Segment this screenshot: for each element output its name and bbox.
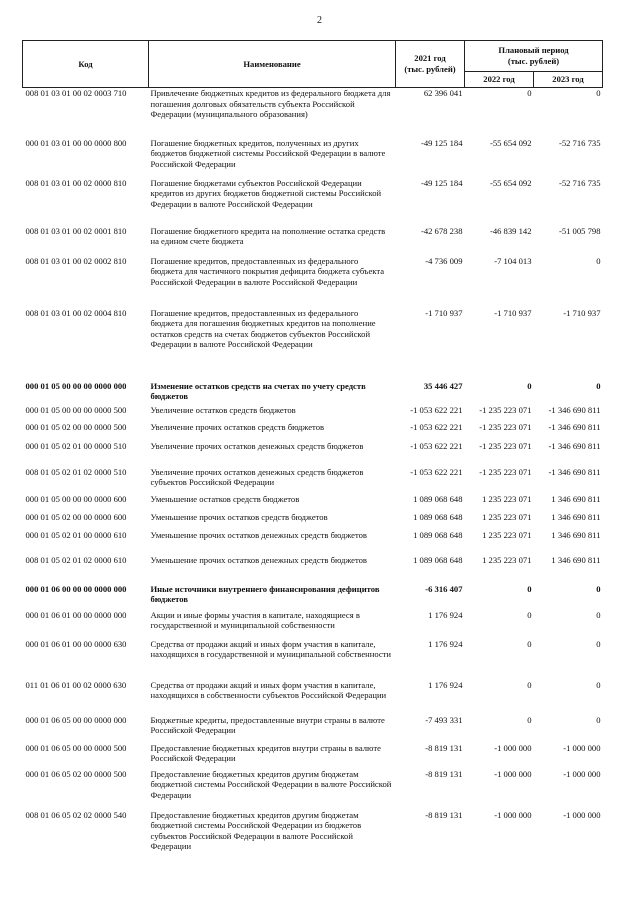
value-2023-cell: -1 000 000 bbox=[563, 809, 601, 820]
value-2023-cell: -1 346 690 811 bbox=[548, 404, 601, 415]
value-2022-cell: 1 235 223 071 bbox=[482, 529, 532, 540]
value-2021-cell: -8 819 131 bbox=[425, 742, 463, 753]
value-2022-cell: -1 235 223 071 bbox=[479, 440, 532, 451]
code-cell: 008 01 03 01 00 02 0002 810 bbox=[25, 255, 127, 266]
table-row bbox=[23, 530, 603, 555]
value-2023-cell: -52 716 735 bbox=[558, 137, 601, 148]
name-cell: Привлечение бюджетных кредитов из федерального бюджета для погашения долговых обязательств субъекта Российской Федерации (муниципального образования) bbox=[150, 88, 391, 119]
value-2022-cell: -1 000 000 bbox=[494, 768, 532, 779]
value-2023-cell: -1 346 690 811 bbox=[548, 440, 601, 451]
value-2022-cell: -7 104 013 bbox=[494, 255, 532, 266]
value-2021-cell: 1 089 068 648 bbox=[413, 554, 463, 565]
code-cell: 000 01 05 02 01 00 0000 610 bbox=[25, 529, 127, 540]
code-cell: 011 01 06 01 00 02 0000 630 bbox=[25, 679, 127, 690]
value-2023-cell: -1 710 937 bbox=[563, 307, 601, 318]
name-cell: Средства от продажи акций и иных форм участия в капитале, находящихся в государственной и муниципальной собственности bbox=[150, 638, 392, 659]
name-cell: Уменьшение прочих остатков денежных средств бюджетов bbox=[150, 554, 367, 565]
value-2022-cell: -1 235 223 071 bbox=[479, 404, 532, 415]
value-2021-cell: -8 819 131 bbox=[425, 809, 463, 820]
name-cell: Предоставление бюджетных кредитов другим бюджетам бюджетной системы Российской Федерации в валюте Российской Федерации bbox=[150, 768, 392, 800]
name-cell: Средства от продажи акций и иных форм участия в капитале, находящихся в собственности субъектов Российской Федерации bbox=[150, 679, 387, 700]
table-row bbox=[23, 138, 603, 178]
value-2022-cell: -1 000 000 bbox=[494, 742, 532, 753]
value-2023-cell: 1 346 690 811 bbox=[551, 511, 601, 522]
value-2021-cell: -6 316 407 bbox=[425, 583, 463, 594]
code-cell: 008 01 03 01 00 02 0000 810 bbox=[25, 177, 127, 188]
value-2022-cell: -1 710 937 bbox=[494, 307, 532, 318]
code-cell: 000 01 06 01 00 00 0000 000 bbox=[25, 609, 127, 620]
value-2023-cell: 1 346 690 811 bbox=[551, 529, 601, 540]
name-cell: Уменьшение прочих остатков денежных средств бюджетов bbox=[150, 529, 367, 540]
value-2023-cell: -1 346 690 811 bbox=[548, 421, 601, 432]
table-row bbox=[23, 639, 603, 680]
value-2021-cell: -7 493 331 bbox=[425, 714, 463, 725]
code-cell: 000 01 03 01 00 00 0000 800 bbox=[25, 137, 127, 148]
value-2022-cell: 0 bbox=[527, 583, 532, 594]
code-cell: 000 01 05 02 00 00 0000 500 bbox=[25, 421, 127, 432]
value-2023-cell: -1 346 690 811 bbox=[548, 466, 601, 477]
name-cell: Увеличение остатков средств бюджетов bbox=[150, 404, 296, 415]
table-row bbox=[23, 405, 603, 422]
value-2023-cell: 0 bbox=[596, 609, 601, 620]
code-cell: 000 01 05 00 00 00 0000 000 bbox=[25, 380, 127, 391]
name-cell: Акции и иные формы участия в капитале, находящиеся в государственной и муниципальной собственности bbox=[150, 609, 360, 630]
name-cell: Предоставление бюджетных кредитов внутри страны в валюте Российской Федерации bbox=[150, 742, 381, 763]
value-2021-cell: -1 053 622 221 bbox=[410, 466, 463, 477]
value-2022-cell: 0 bbox=[527, 609, 532, 620]
value-2021-cell: 1 089 068 648 bbox=[413, 529, 463, 540]
value-2022-cell: -1 235 223 071 bbox=[479, 466, 532, 477]
code-cell: 008 01 05 02 01 02 0000 510 bbox=[25, 466, 127, 477]
value-2022-cell: 1 235 223 071 bbox=[482, 554, 532, 565]
value-2022-cell: 1 235 223 071 bbox=[482, 493, 532, 504]
name-cell: Погашение кредитов, предоставленных из федерального бюджета для частичного покрытия дефицита бюджета субъекта Российской Федерации в валюте Российской Федерации bbox=[150, 255, 385, 287]
value-2021-cell: 1 089 068 648 bbox=[413, 493, 463, 504]
value-2021-cell: -1 053 622 221 bbox=[410, 404, 463, 415]
name-cell: Увеличение прочих остатков денежных средств бюджетов bbox=[150, 440, 364, 451]
code-cell: 000 01 06 05 00 00 0000 000 bbox=[25, 714, 127, 725]
value-2021-cell: -49 125 184 bbox=[420, 137, 463, 148]
name-cell: Погашение кредитов, предоставленных из федерального бюджета для погашения бюджетных кредитов на пополнение остатков средств на счетах бюджетов субъектов Российской Федерации в валюте Российской Федерации bbox=[150, 307, 376, 349]
table-row bbox=[23, 512, 603, 530]
page-number: 2 bbox=[317, 15, 322, 26]
column-header-code: Код bbox=[23, 41, 149, 88]
code-cell: 000 01 05 00 00 00 0000 500 bbox=[25, 404, 127, 415]
value-2021-cell: 1 176 924 bbox=[428, 679, 463, 690]
name-cell: Погашение бюджетных кредитов, полученных из других бюджетов бюджетной системы Российской Федерации в валюте Российской Федерации bbox=[150, 137, 386, 169]
value-2022-cell: -1 000 000 bbox=[494, 809, 532, 820]
value-2023-cell: -52 716 735 bbox=[558, 177, 601, 188]
value-2021-cell: 1 089 068 648 bbox=[413, 511, 463, 522]
table-row bbox=[23, 769, 603, 810]
value-2023-cell: 0 bbox=[596, 583, 601, 594]
table-row bbox=[23, 226, 603, 256]
table-row bbox=[23, 467, 603, 494]
code-cell: 000 01 06 01 00 00 0000 630 bbox=[25, 638, 127, 649]
value-2021-cell: -49 125 184 bbox=[420, 177, 463, 188]
name-cell: Погашение бюджетного кредита на пополнение остатка средств на едином счете бюджета bbox=[150, 225, 386, 246]
column-header-2021: 2021 год (тыс. рублей) bbox=[396, 41, 465, 88]
code-cell: 008 01 03 01 00 02 0004 810 bbox=[25, 307, 127, 318]
table-row bbox=[23, 810, 603, 862]
value-2022-cell: 0 bbox=[527, 714, 532, 725]
value-2022-cell: -55 654 092 bbox=[489, 177, 532, 188]
value-2022-cell: -55 654 092 bbox=[489, 137, 532, 148]
name-cell: Уменьшение остатков средств бюджетов bbox=[150, 493, 300, 504]
code-cell: 008 01 05 02 01 02 0000 610 bbox=[25, 554, 127, 565]
value-2021-cell: 35 446 427 bbox=[423, 380, 463, 391]
table-row bbox=[23, 680, 603, 715]
code-cell: 000 01 05 00 00 00 0000 600 bbox=[25, 493, 127, 504]
code-cell: 008 01 03 01 00 02 0003 710 bbox=[25, 88, 127, 98]
value-2023-cell: -1 000 000 bbox=[563, 768, 601, 779]
value-2021-cell: -42 678 238 bbox=[420, 225, 463, 236]
table-row bbox=[23, 743, 603, 769]
value-2023-cell: 0 bbox=[596, 714, 601, 725]
value-2021-cell: 1 176 924 bbox=[428, 638, 463, 649]
table-row bbox=[23, 610, 603, 639]
name-cell: Уменьшение прочих остатков средств бюджетов bbox=[150, 511, 328, 522]
table-body bbox=[23, 88, 603, 862]
value-2022-cell: 1 235 223 071 bbox=[482, 511, 532, 522]
value-2023-cell: 0 bbox=[596, 255, 601, 266]
value-2022-cell: 0 bbox=[527, 638, 532, 649]
code-cell: 008 01 03 01 00 02 0001 810 bbox=[25, 225, 127, 236]
code-cell: 000 01 05 02 00 00 0000 600 bbox=[25, 511, 127, 522]
value-2023-cell: 0 bbox=[596, 380, 601, 391]
value-2021-cell: 1 176 924 bbox=[428, 609, 463, 620]
value-2023-cell: 0 bbox=[596, 679, 601, 690]
value-2022-cell: -46 839 142 bbox=[489, 225, 532, 236]
name-cell: Увеличение прочих остатков средств бюджетов bbox=[150, 421, 325, 432]
name-cell: Бюджетные кредиты, предоставленные внутри страны в валюте Российской Федерации bbox=[150, 714, 385, 735]
column-header-name: Наименование bbox=[149, 41, 396, 88]
code-cell: 000 01 06 00 00 00 0000 000 bbox=[25, 583, 127, 594]
value-2022-cell: -1 235 223 071 bbox=[479, 421, 532, 432]
table-row bbox=[23, 381, 603, 405]
table-row bbox=[23, 715, 603, 743]
table-row bbox=[23, 256, 603, 308]
column-header-2023: 2023 год bbox=[534, 72, 603, 88]
value-2023-cell: 0 bbox=[596, 638, 601, 649]
code-cell: 000 01 06 05 00 00 0000 500 bbox=[25, 742, 127, 753]
table-row bbox=[23, 441, 603, 467]
table-row bbox=[23, 494, 603, 512]
table-row bbox=[23, 178, 603, 226]
name-cell: Предоставление бюджетных кредитов другим бюджетам бюджетной системы Российской Федерации из бюджетов субъектов Российской Федерации в валюте Российской Федерации bbox=[150, 809, 362, 851]
value-2021-cell: -1 053 622 221 bbox=[410, 440, 463, 451]
table-row bbox=[23, 584, 603, 610]
value-2023-cell: 0 bbox=[596, 88, 601, 98]
table-row bbox=[23, 308, 603, 381]
code-cell: 000 01 05 02 01 00 0000 510 bbox=[25, 440, 127, 451]
value-2021-cell: -8 819 131 bbox=[425, 768, 463, 779]
value-2023-cell: -51 005 798 bbox=[558, 225, 601, 236]
value-2022-cell: 0 bbox=[527, 679, 532, 690]
value-2021-cell: -4 736 009 bbox=[425, 255, 463, 266]
column-header-2022: 2022 год bbox=[465, 72, 534, 88]
column-header-plan-period: Плановый период (тыс. рублей) bbox=[465, 41, 603, 72]
name-cell: Увеличение прочих остатков денежных средств бюджетов субъектов Российской Федерации bbox=[150, 466, 364, 487]
value-2023-cell: -1 000 000 bbox=[563, 742, 601, 753]
name-cell: Иные источники внутреннего финансирования дефицитов бюджетов bbox=[150, 583, 380, 604]
table-row bbox=[23, 555, 603, 584]
sources-financing-table bbox=[22, 40, 603, 862]
table-row bbox=[23, 422, 603, 441]
value-2021-cell: 62 396 041 bbox=[423, 88, 463, 98]
value-2022-cell: 0 bbox=[527, 88, 532, 98]
name-cell: Погашение бюджетами субъектов Российской Федерации кредитов из других бюджетов бюджетной системы Российской Федерации в валюте Российской Федерации bbox=[150, 177, 382, 209]
value-2021-cell: -1 710 937 bbox=[425, 307, 463, 318]
value-2023-cell: 1 346 690 811 bbox=[551, 554, 601, 565]
code-cell: 000 01 06 05 02 00 0000 500 bbox=[25, 768, 127, 779]
table-row bbox=[23, 88, 603, 138]
value-2021-cell: -1 053 622 221 bbox=[410, 421, 463, 432]
name-cell: Изменение остатков средств на счетах по учету средств бюджетов bbox=[150, 380, 366, 401]
value-2022-cell: 0 bbox=[527, 380, 532, 391]
code-cell: 008 01 06 05 02 02 0000 540 bbox=[25, 809, 127, 820]
value-2023-cell: 1 346 690 811 bbox=[551, 493, 601, 504]
